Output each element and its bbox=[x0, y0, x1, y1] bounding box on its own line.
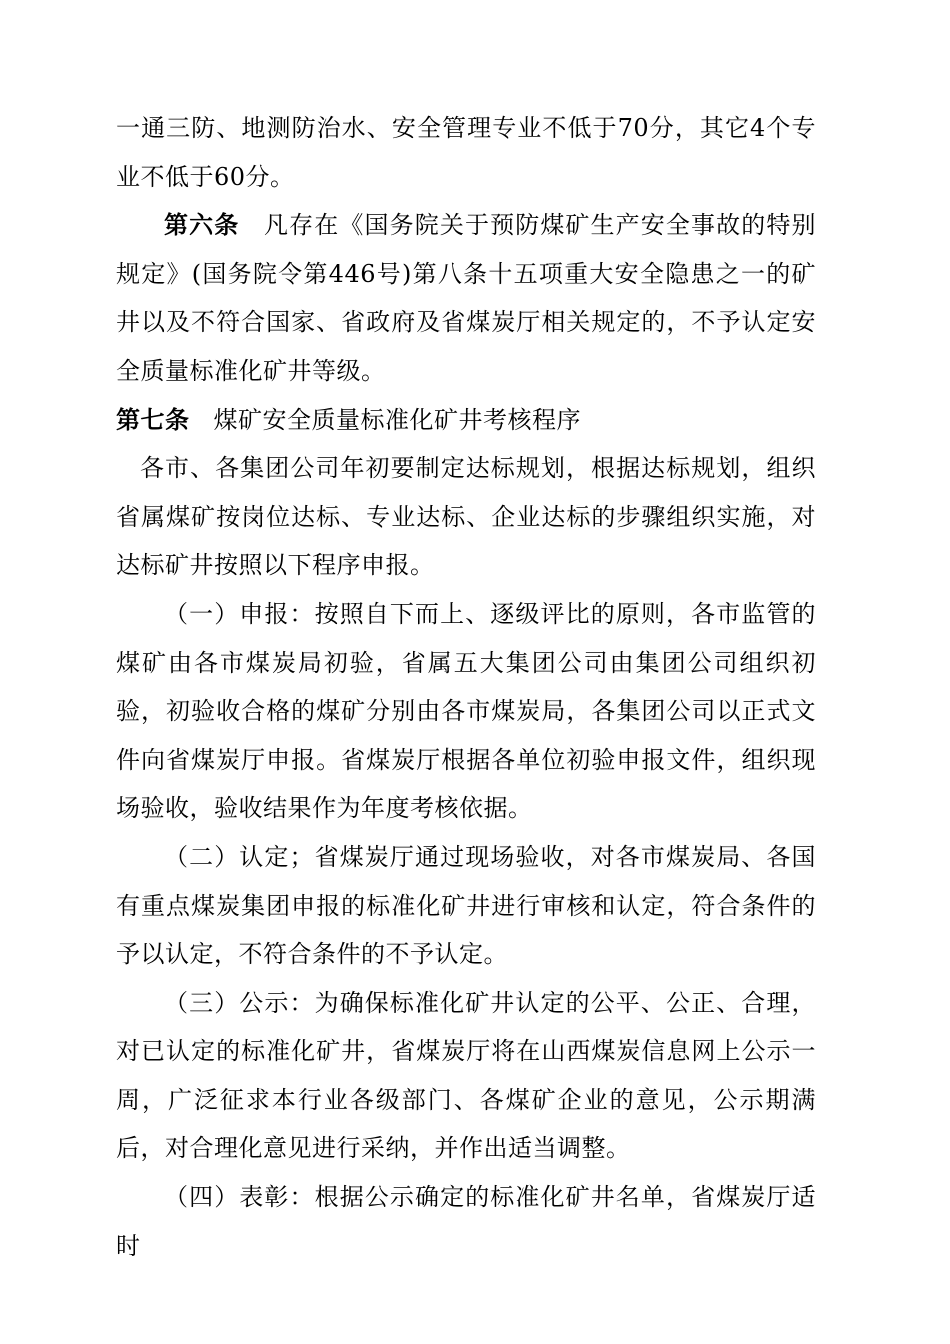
article-6-text: 凡存在《国务院关于预防煤矿生产安全事故的特别规定》(国务院令第446号)第八条十五项重大安全隐患之一的矿井以及不符合国家、省政府及省煤炭厅相关规定的，不予认定安全质量标准化矿井等级。 bbox=[116, 211, 817, 385]
paragraph-text: （一）申报：按照自下而上、逐级评比的原则，各市监管的煤矿由各市煤炭局初验，省属五大集团公司由集团公司组织初验，初验收合格的煤矿分别由各市煤炭局，各集团公司以正式文件向省煤炭厅申报。省煤炭厅根据各单位初验申报文件，组织现场验收，验收结果作为年度考核依据。 bbox=[116, 599, 816, 823]
article-7-paragraph bbox=[116, 396, 816, 445]
article-7-heading: 第七条 bbox=[116, 404, 190, 434]
paragraph-text: （三）公示：为确保标准化矿井认定的公平、公正、合理，对已认定的标准化矿井，省煤炭厅将在山西煤炭信息网上公示一周，广泛征求本行业各级部门、各煤矿企业的意见，公示期满后，对合理化意见进行采纳，并作出适当调整。 bbox=[116, 988, 816, 1163]
item-4-commendation bbox=[116, 1173, 816, 1270]
paragraph-text: 各市、各集团公司年初要制定达标规划，根据达标规划，组织省属煤矿按岗位达标、专业达标、企业达标的步骤组织实施，对达标矿井按照以下程序申报。 bbox=[116, 454, 816, 580]
item-1-declaration bbox=[116, 590, 816, 833]
paragraph-4 bbox=[116, 444, 816, 590]
article-6-heading: 第六条 bbox=[164, 210, 240, 240]
paragraph-1 bbox=[116, 104, 816, 201]
document-body bbox=[116, 104, 816, 1270]
article-6-paragraph bbox=[116, 201, 816, 395]
paragraph-text: （二）认定；省煤炭厅通过现场验收，对各市煤炭局、各国有重点煤炭集团申报的标准化矿井进行审核和认定，符合条件的予以认定，不符合条件的不予认定。 bbox=[116, 842, 816, 969]
article-7-text: 煤矿安全质量标准化矿井考核程序 bbox=[213, 405, 581, 434]
item-3-publicity bbox=[116, 979, 816, 1173]
paragraph-text: （四）表彰：根据公示确定的标准化矿井名单，省煤炭厅适时 bbox=[116, 1183, 816, 1260]
paragraph-text: 一通三防、地测防治水、安全管理专业不低于70分，其它4个专业不低于60分。 bbox=[116, 114, 816, 191]
item-2-certification bbox=[116, 833, 816, 979]
